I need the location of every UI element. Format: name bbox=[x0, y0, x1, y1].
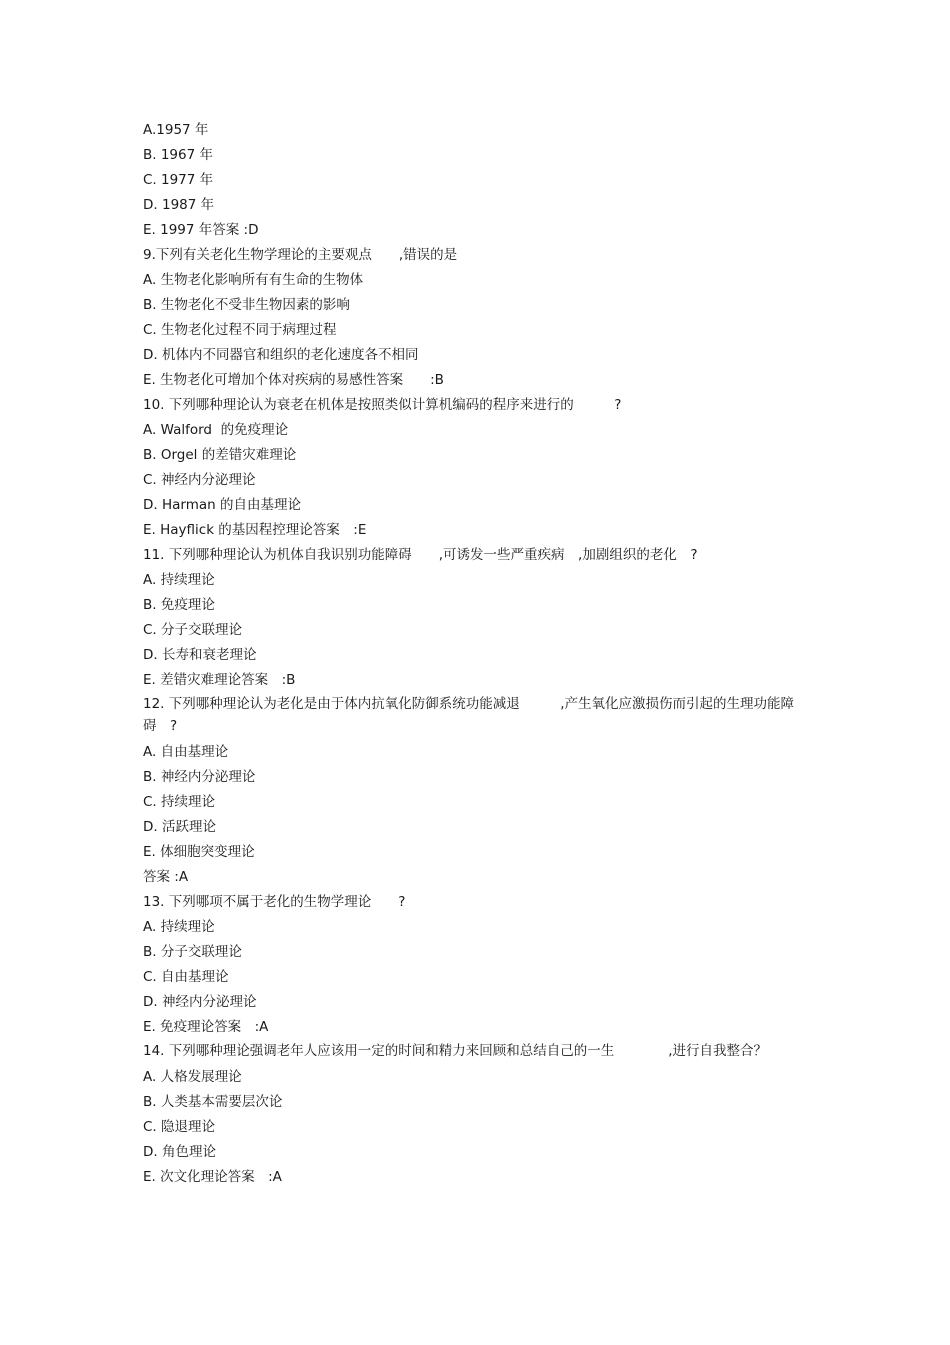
text-line: C. 神经内分泌理论 bbox=[143, 472, 256, 488]
question-line: 13. 下列哪项不属于老化的生物学理论 ? bbox=[143, 894, 406, 910]
text-line: C. 隐退理论 bbox=[143, 1119, 216, 1135]
text-line: B. 神经内分泌理论 bbox=[143, 769, 256, 785]
text-line: E. Hayflick 的基因程控理论答案 :E bbox=[143, 522, 367, 538]
answer-line: 答案 :A bbox=[143, 869, 189, 885]
text-line: C. 持续理论 bbox=[143, 794, 216, 810]
text-line: A. 人格发展理论 bbox=[143, 1069, 242, 1085]
text-line: B. 免疫理论 bbox=[143, 597, 215, 613]
text-line: E. 差错灾难理论答案 :B bbox=[143, 672, 296, 688]
text-line: B. Orgel 的差错灾难理论 bbox=[143, 447, 297, 463]
text-line: D. 机体内不同器官和组织的老化速度各不相同 bbox=[143, 347, 419, 363]
document-page bbox=[143, 118, 803, 1190]
text-line: D. 角色理论 bbox=[143, 1144, 216, 1160]
text-line: D. Harman 的自由基理论 bbox=[143, 497, 301, 513]
question-line: 9.下列有关老化生物学理论的主要观点 ,错误的是 bbox=[143, 247, 458, 263]
text-line: B. 人类基本需要层次论 bbox=[143, 1094, 283, 1110]
text-line: B. 分子交联理论 bbox=[143, 944, 242, 960]
text-line: D. 神经内分泌理论 bbox=[143, 994, 257, 1010]
text-line: C. 1977 年 bbox=[143, 172, 214, 188]
text-line: E. 生物老化可增加个体对疾病的易感性答案 :B bbox=[143, 372, 444, 388]
text-line: A. 持续理论 bbox=[143, 572, 215, 588]
question-line: 11. 下列哪种理论认为机体自我识别功能障碍 ,可诱发一些严重疾病 ,加剧组织的老化 ? bbox=[143, 547, 698, 563]
text-line: D. 长寿和衰老理论 bbox=[143, 647, 257, 663]
text-line: B. 1967 年 bbox=[143, 147, 213, 163]
text-line: E. 体细胞突变理论 bbox=[143, 844, 255, 860]
text-line: E. 1997 年答案 :D bbox=[143, 222, 259, 238]
text-line: C. 生物老化过程不同于病理过程 bbox=[143, 322, 337, 338]
text-line: A. 自由基理论 bbox=[143, 744, 229, 760]
text-line: E. 次文化理论答案 :A bbox=[143, 1169, 282, 1185]
text-line: E. 免疫理论答案 :A bbox=[143, 1019, 269, 1035]
text-line: D. 活跃理论 bbox=[143, 819, 216, 835]
text-line: C. 分子交联理论 bbox=[143, 622, 243, 638]
text-line: A. 生物老化影响所有有生命的生物体 bbox=[143, 272, 364, 288]
text-line: D. 1987 年 bbox=[143, 197, 215, 213]
text-line: A. Walford 的免疫理论 bbox=[143, 422, 289, 438]
text-line: B. 生物老化不受非生物因素的影响 bbox=[143, 297, 350, 313]
question-line: 14. 下列哪种理论强调老年人应该用一定的时间和精力来回顾和总结自己的一生 ,进行自我整合？ bbox=[143, 1043, 768, 1059]
question-line: 12. 下列哪种理论认为老化是由于体内抗氧化防御系统功能减退 ,产生氧化应激损伤而引起的生理功能障碍 ? bbox=[143, 696, 795, 734]
text-line: C. 自由基理论 bbox=[143, 969, 229, 985]
text-line: A. 持续理论 bbox=[143, 919, 215, 935]
question-line: 10. 下列哪种理论认为衰老在机体是按照类似计算机编码的程序来进行的 ? bbox=[143, 397, 622, 413]
text-line: A.1957 年 bbox=[143, 122, 209, 138]
